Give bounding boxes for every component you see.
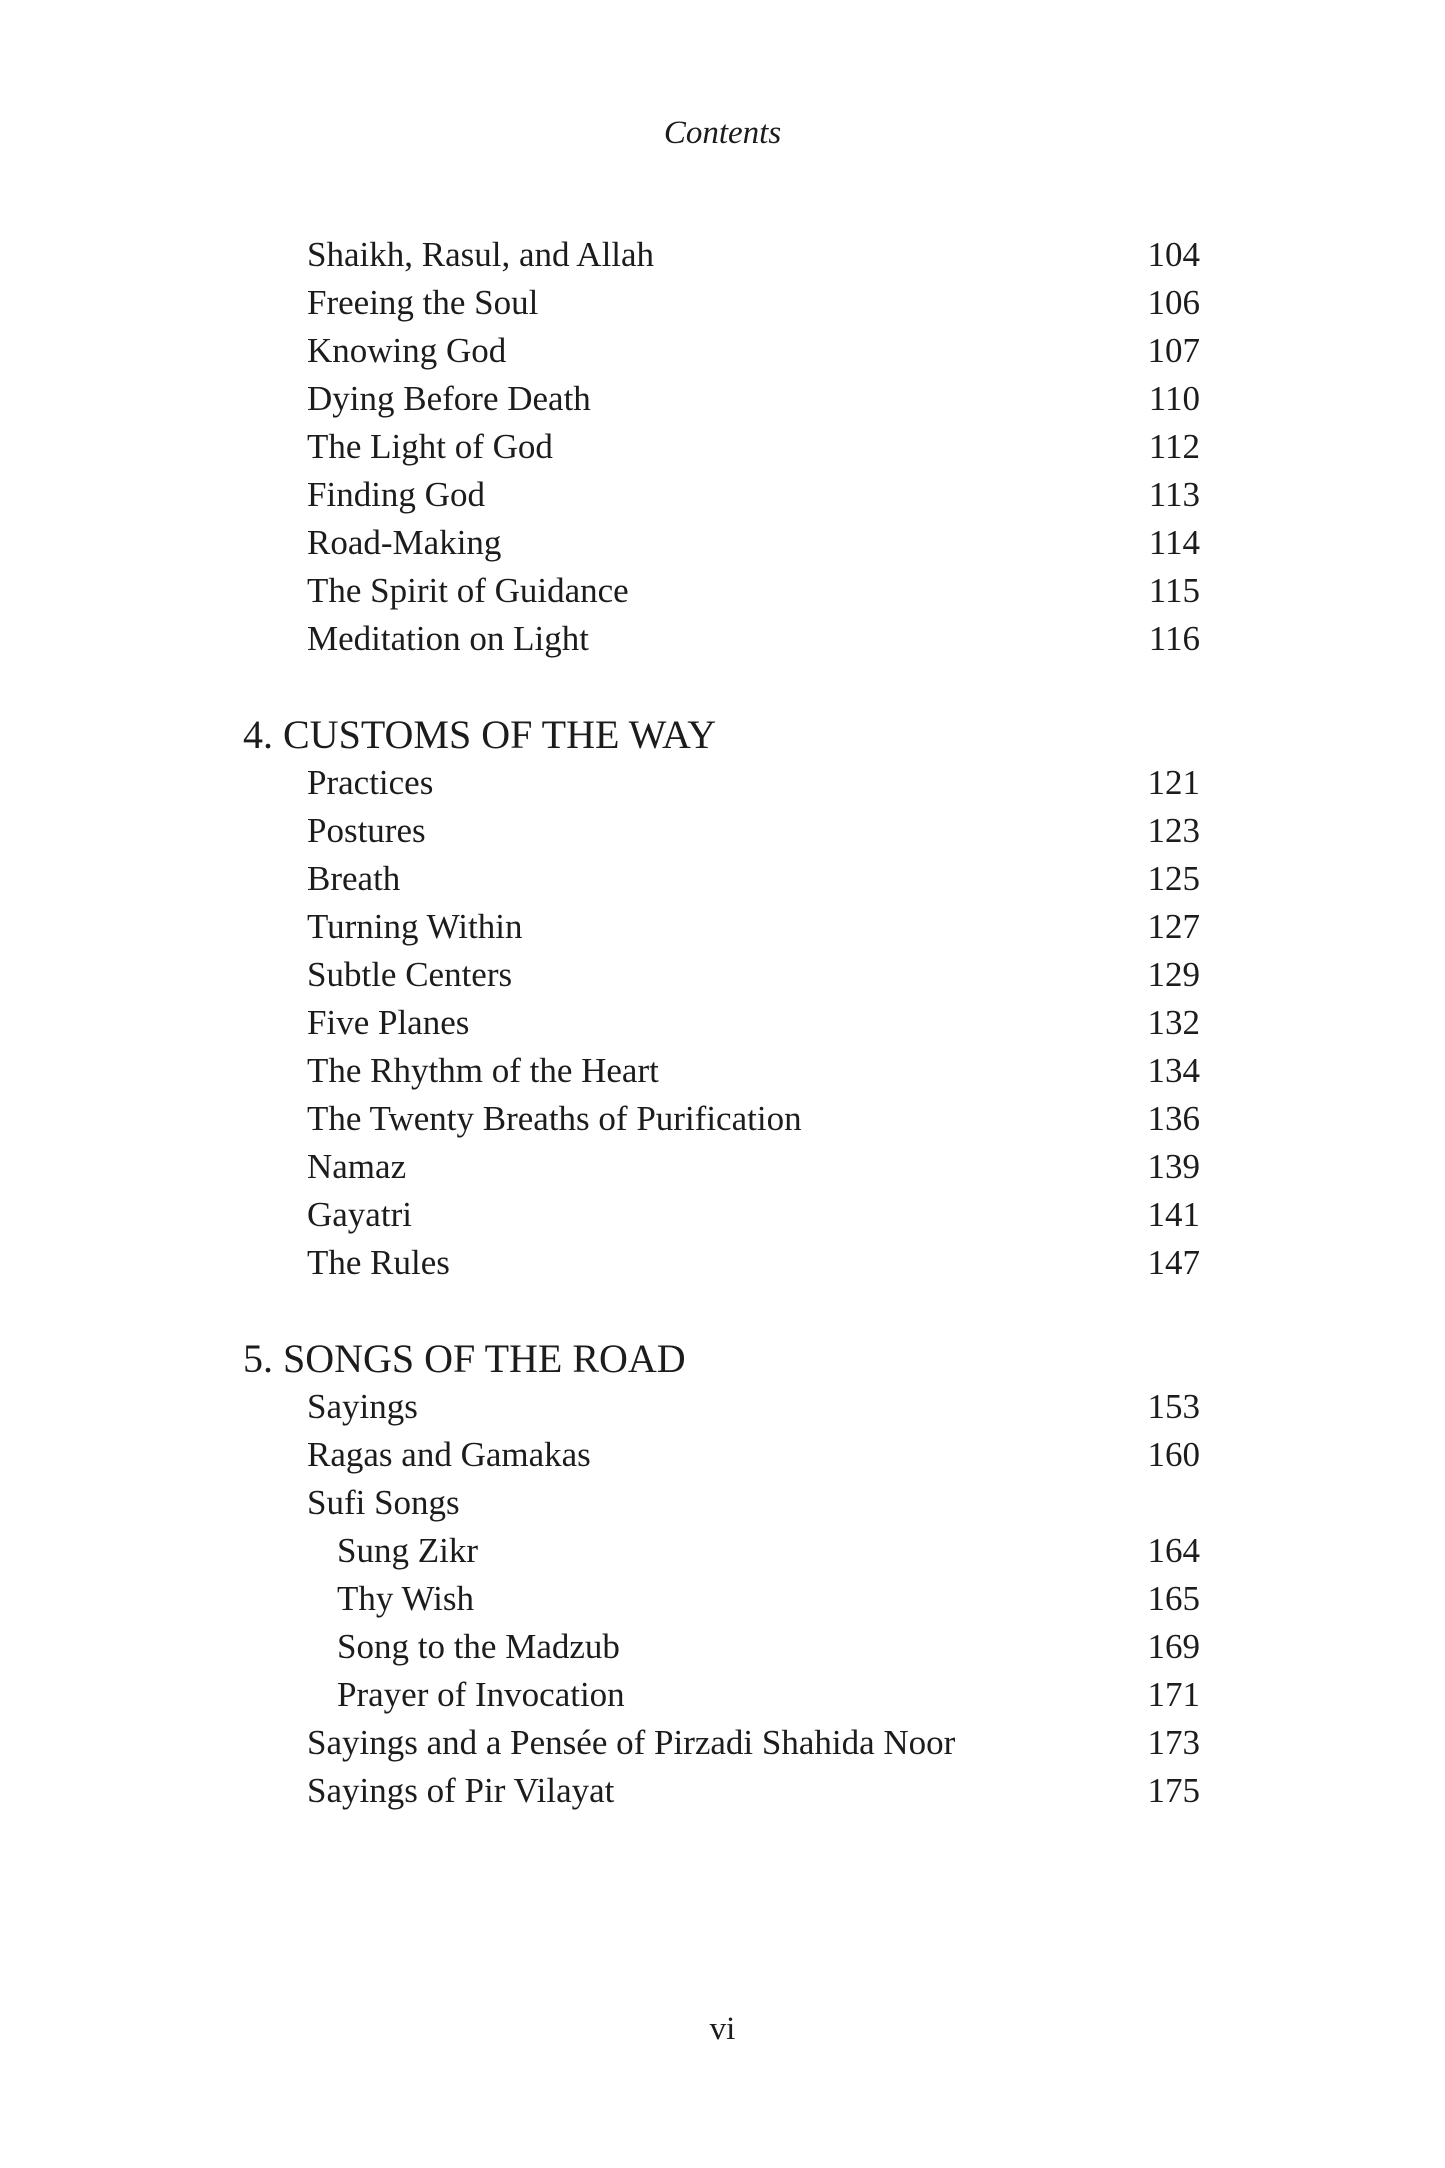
toc-entry-page: 147: [1147, 1243, 1200, 1282]
toc-entry: [243, 1479, 1200, 1527]
toc-entry: [243, 951, 1200, 999]
toc-entry: [243, 1527, 1200, 1575]
toc-entry-page: 175: [1147, 1771, 1200, 1810]
toc-entry-label: Subtle Centers: [307, 955, 513, 994]
toc-entry: [243, 903, 1200, 951]
toc-entry-page: 113: [1148, 475, 1200, 514]
toc-entry-label: Sufi Songs: [307, 1483, 460, 1522]
toc-entry: [243, 807, 1200, 855]
toc-block-spacer: [243, 663, 1200, 711]
toc-entry: [243, 1623, 1200, 1671]
toc-entry-page: 169: [1147, 1627, 1200, 1666]
toc-entry-page: 160: [1147, 1435, 1200, 1474]
toc-entry-label: Song to the Madzub: [337, 1627, 620, 1666]
toc-entry-label: Breath: [307, 859, 401, 898]
toc-entry: [243, 1239, 1200, 1287]
toc-entry-page: 165: [1147, 1579, 1200, 1618]
toc-entry: [243, 615, 1200, 663]
toc-entry-page: 127: [1147, 907, 1200, 946]
toc-entry-label: Postures: [307, 811, 426, 850]
toc-entry: [243, 1431, 1200, 1479]
toc-entry-page: 125: [1147, 859, 1200, 898]
toc-entry: [243, 1671, 1200, 1719]
toc-entry: [243, 999, 1200, 1047]
toc-entry-label: Five Planes: [307, 1003, 470, 1042]
toc-entry-label: Knowing God: [307, 331, 507, 370]
toc-entry-label: Sayings and a Pensée of Pirzadi Shahida Noor: [307, 1723, 956, 1762]
toc-section-heading: 5. SONGS OF THE ROAD: [243, 1336, 686, 1381]
toc-entry: [243, 759, 1200, 807]
toc-entry: [243, 327, 1200, 375]
toc-entry-page: 114: [1148, 523, 1200, 562]
toc-entry: [243, 1383, 1200, 1431]
toc-entry-page: 104: [1147, 235, 1200, 274]
toc-entry-page: 115: [1148, 571, 1200, 610]
toc-section-heading: 4. CUSTOMS OF THE WAY: [243, 712, 717, 757]
toc-entry-label: Ragas and Gamakas: [307, 1435, 591, 1474]
toc-entry: [243, 1719, 1200, 1767]
toc-entry-label: Freeing the Soul: [307, 283, 539, 322]
toc-entry-page: 129: [1147, 955, 1200, 994]
toc-entry: [243, 279, 1200, 327]
toc-entry-label: Shaikh, Rasul, and Allah: [307, 235, 655, 274]
toc-entry: [243, 519, 1200, 567]
toc-entry: [243, 1095, 1200, 1143]
toc-entry-label: Road-Making: [307, 523, 502, 562]
page-number-folio: vi: [709, 2011, 736, 2047]
toc-entry-page: 121: [1147, 763, 1200, 802]
toc-entry: [243, 471, 1200, 519]
toc-entry-label: The Light of God: [307, 427, 553, 466]
toc-entry-page: 123: [1147, 811, 1200, 850]
toc-section-heading-row: [243, 711, 1200, 759]
running-head: Contents: [663, 115, 782, 151]
toc-entry-label: Sayings of Pir Vilayat: [307, 1771, 615, 1810]
toc-entry-page: 107: [1147, 331, 1200, 370]
toc-entry-page: 116: [1148, 619, 1200, 658]
toc-entry: [243, 375, 1200, 423]
toc-entry-label: The Rhythm of the Heart: [307, 1051, 659, 1090]
toc-entry-label: Finding God: [307, 475, 485, 514]
toc-entry-label: Sung Zikr: [337, 1531, 478, 1570]
toc-entry-label: Thy Wish: [337, 1579, 474, 1618]
toc-entry: [243, 231, 1200, 279]
toc-entry-page: 173: [1147, 1723, 1200, 1762]
toc-entry-label: Turning Within: [307, 907, 523, 946]
toc-entry: [243, 1047, 1200, 1095]
toc-entry-label: Namaz: [307, 1147, 407, 1186]
toc-block-spacer: [243, 1287, 1200, 1335]
toc-entry-label: Dying Before Death: [307, 379, 591, 418]
toc-entry: [243, 1767, 1200, 1815]
toc-entry-label: Gayatri: [307, 1195, 412, 1234]
toc-entry-label: Meditation on Light: [307, 619, 589, 658]
toc-entry-page: 141: [1147, 1195, 1200, 1234]
toc-entry: [243, 567, 1200, 615]
toc-entry-page: 110: [1148, 379, 1200, 418]
toc-entry: [243, 1191, 1200, 1239]
toc-entry: [243, 855, 1200, 903]
table-of-contents: [243, 231, 1200, 1815]
toc-entry: [243, 1575, 1200, 1623]
toc-entry-page: 139: [1147, 1147, 1200, 1186]
toc-entry-page: 134: [1147, 1051, 1200, 1090]
toc-entry-label: Prayer of Invocation: [337, 1675, 625, 1714]
toc-entry-page: 136: [1147, 1099, 1200, 1138]
toc-entry: [243, 1143, 1200, 1191]
toc-entry-page: 112: [1148, 427, 1200, 466]
toc-entry-label: The Twenty Breaths of Purification: [307, 1099, 802, 1138]
toc-section-heading-row: [243, 1335, 1200, 1383]
toc-entry-label: Sayings: [307, 1387, 418, 1426]
toc-entry-page: 171: [1147, 1675, 1200, 1714]
toc-entry-page: 132: [1147, 1003, 1200, 1042]
toc-entry-label: The Spirit of Guidance: [307, 571, 629, 610]
toc-entry: [243, 423, 1200, 471]
toc-entry-page: 153: [1147, 1387, 1200, 1426]
toc-entry-page: 164: [1147, 1531, 1200, 1570]
toc-entry-label: Practices: [307, 763, 434, 802]
toc-entry-label: The Rules: [307, 1243, 450, 1282]
toc-entry-page: 106: [1147, 283, 1200, 322]
